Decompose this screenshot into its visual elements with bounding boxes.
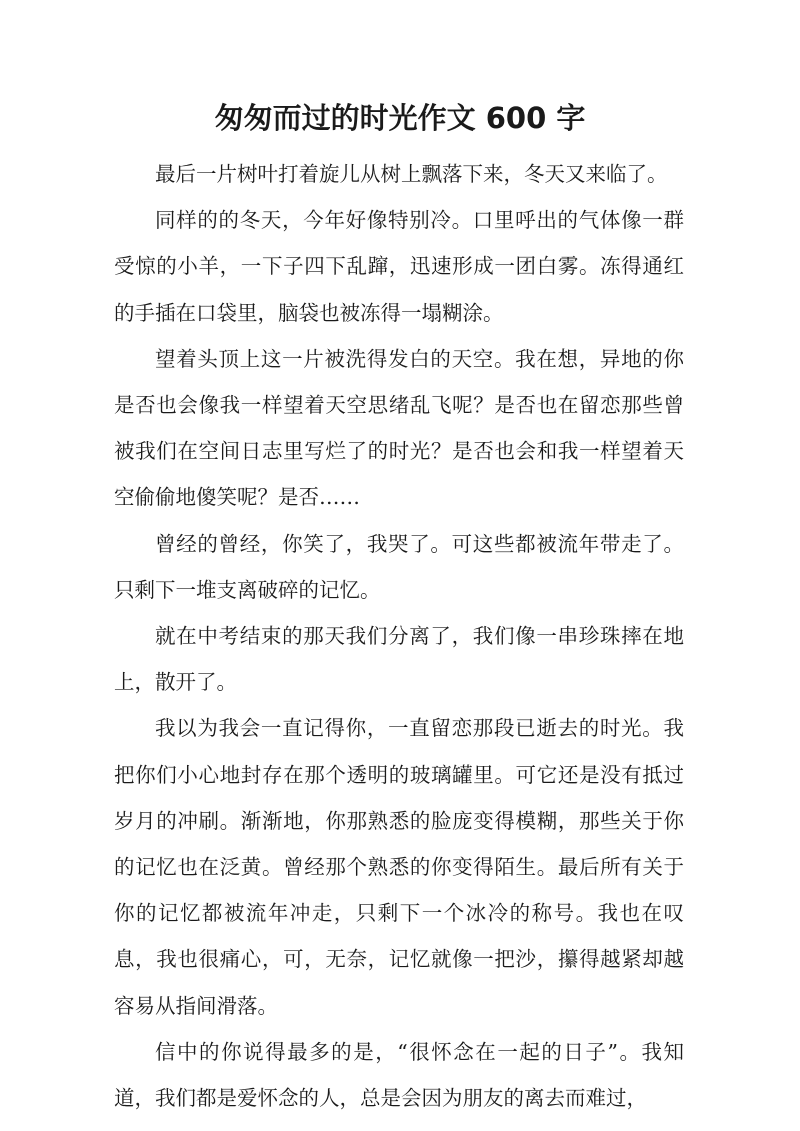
- paragraph: 信中的你说得最多的是，“很怀念在一起的日子”。我知道，我们都是爱怀念的人，总是会因为朋友的离去而难过，: [114, 1039, 684, 1111]
- paragraph: 最后一片树叶打着旋儿从树上飘落下来，冬天又来临了。: [155, 162, 668, 186]
- paragraph: 曾经的曾经，你笑了，我哭了。可这些都被流年带走了。只剩下一堆支离破碎的记忆。: [114, 531, 684, 602]
- paragraph: 我以为我会一直记得你，一直留恋那段已逝去的时光。我把你们小心地封存在那个透明的玻璃罐里。可它还是没有抵过岁月的冲刷。渐渐地，你那熟悉的脸庞变得模糊，那些关于你的记忆也在泛黄。曾经那个熟悉的你变得陌生。最后所有关于你的记忆都被流年冲走，只剩下一个冰冷的称号。我也在叹息，我也很痛心，可，无奈，记忆就像一把沙，攥得越紧却越容易从指间滑落。: [114, 716, 684, 1018]
- paragraph: 就在中考结束的那天我们分离了，我们像一串珍珠摔在地上，散开了。: [114, 624, 684, 695]
- paragraph: 望着头顶上这一片被洗得发白的天空。我在想，异地的你是否也会像我一样望着天空思绪乱飞呢？是否也在留恋那些曾被我们在空间日志里写烂了的时光？是否也会和我一样望着天空偷偷地傻笑呢？是否……: [114, 346, 684, 510]
- paragraph: 同样的的冬天，今年好像特别冷。口里呼出的气体像一群受惊的小羊，一下子四下乱蹿，迅速形成一团白雾。冻得通红的手插在口袋里，脑袋也被冻得一塌糊涂。: [114, 208, 684, 325]
- document-title: 匆匆而过的时光作文 600 字: [214, 101, 586, 135]
- document-body: [114, 151, 684, 1121]
